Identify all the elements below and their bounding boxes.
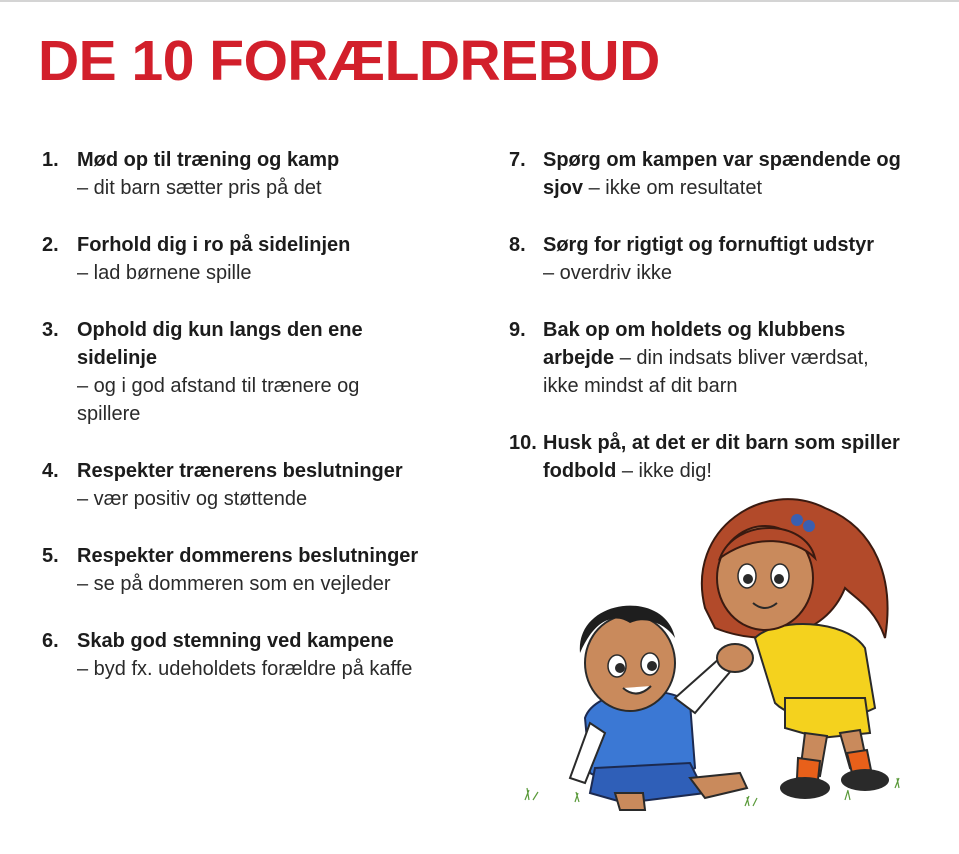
rule-heading: Respekter trænerens beslutninger: [77, 460, 403, 482]
rule-heading: Mød op til træning og kamp: [77, 149, 340, 171]
rule-text: – din indsats bliver værdsat, ikke mindst af dit barn: [543, 347, 869, 397]
rule-number: 2.: [42, 234, 59, 256]
rule-heading: Husk på, at det er dit barn som spiller fodbold: [543, 432, 900, 482]
rule-item: [42, 231, 472, 287]
rule-item: [509, 429, 918, 485]
page-title: DE 10 FORÆLDREBUD: [38, 29, 660, 93]
rule-item: [42, 542, 472, 598]
rule-heading: Sørg for rigtigt og fornuftigt udstyr: [543, 234, 875, 256]
rule-heading: Skab god stemning ved kampene: [77, 630, 394, 652]
rule-text: – se på dommeren som en vejleder: [77, 573, 391, 595]
kids-illustration: [515, 488, 935, 818]
rule-number: 5.: [42, 545, 59, 567]
rule-number: 1.: [42, 149, 59, 171]
rule-heading: Spørg om kampen var spændende og sjov: [543, 149, 901, 199]
rule-number: 9.: [509, 319, 526, 341]
rule-text: – overdriv ikke: [543, 262, 672, 284]
rule-number: 10.: [509, 432, 537, 454]
boy-face: [585, 615, 675, 711]
rule-text: – og i god afstand til trænere og spillere: [77, 375, 360, 425]
rule-number: 8.: [509, 234, 526, 256]
rule-text: – lad børnene spille: [77, 262, 252, 284]
rule-number: 6.: [42, 630, 59, 652]
rule-text: – ikke om resultatet: [583, 177, 762, 199]
rule-item: [509, 146, 913, 202]
rule-text: – vær positiv og støttende: [77, 488, 308, 510]
top-border: [0, 0, 959, 2]
rule-heading: Respekter dommerens beslutninger: [77, 545, 419, 567]
rule-heading: Bak op om holdets og klubbens arbejde: [543, 319, 846, 369]
clasped-hands: [717, 644, 753, 672]
rule-text: – ikke dig!: [616, 460, 712, 482]
rule-item: [42, 316, 377, 428]
rule-number: 3.: [42, 319, 59, 341]
rule-item: [42, 627, 472, 683]
rule-heading: Ophold dig kun langs den ene sidelinje: [77, 319, 363, 369]
rule-number: 7.: [509, 149, 526, 171]
rule-item: [509, 231, 929, 287]
rule-text: – dit barn sætter pris på det: [77, 177, 322, 199]
rules-right-column: [509, 146, 929, 485]
rule-text: – byd fx. udeholdets forældre på kaffe: [77, 658, 413, 680]
rules-left-column: [42, 146, 472, 683]
rule-heading: Forhold dig i ro på sidelinjen: [77, 234, 351, 256]
rule-item: [42, 146, 472, 202]
rule-item: [42, 457, 472, 513]
rule-item: [509, 316, 908, 400]
rule-number: 4.: [42, 460, 59, 482]
